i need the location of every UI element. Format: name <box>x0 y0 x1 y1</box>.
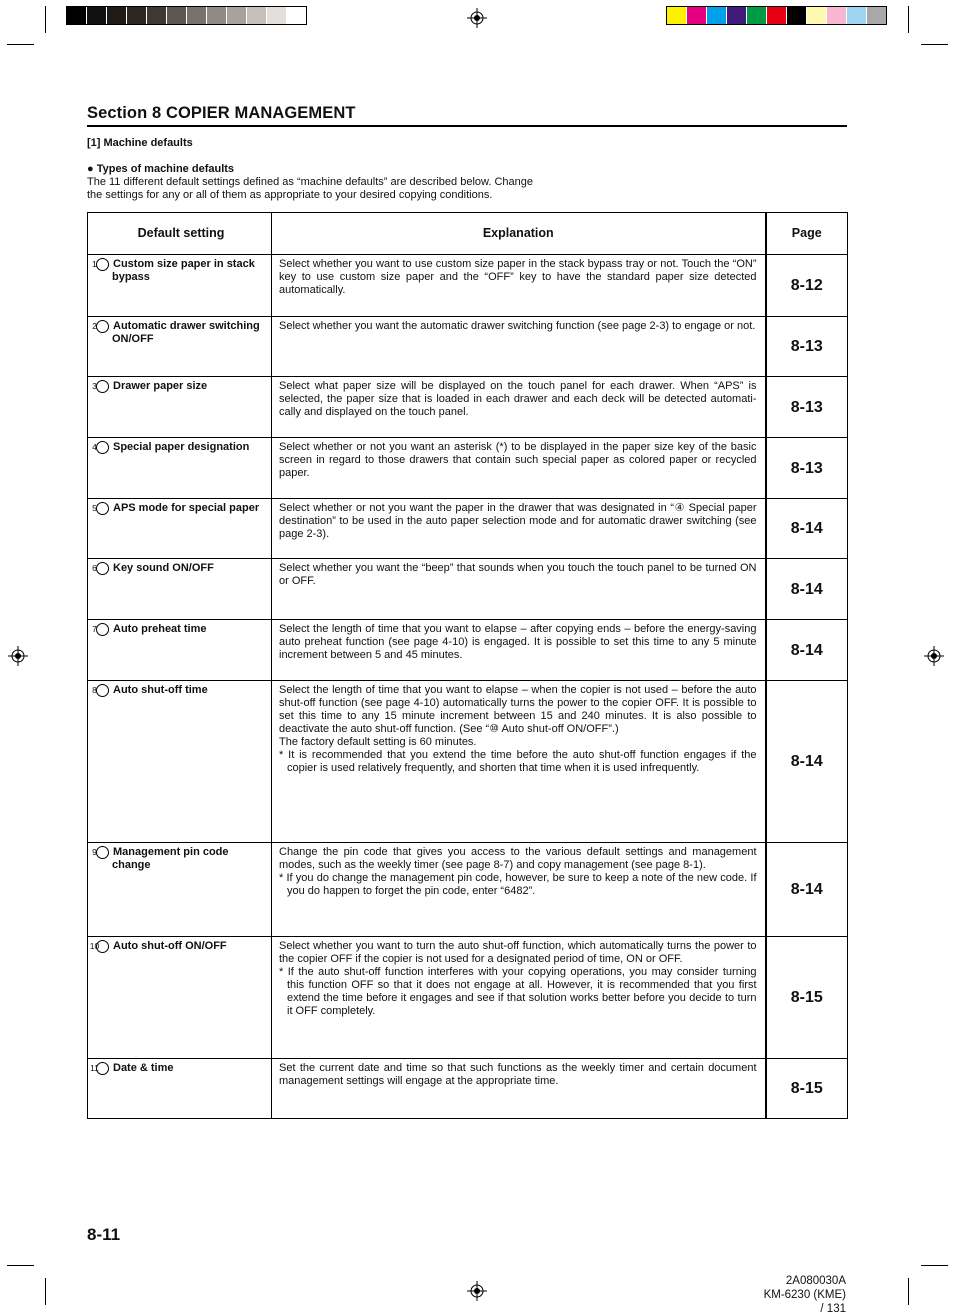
table-row <box>88 499 848 559</box>
table-row <box>88 681 848 843</box>
default-setting-cell <box>88 499 272 559</box>
circled-number: 6 <box>96 562 109 575</box>
gray-swatch <box>207 7 227 24</box>
color-swatch <box>867 7 886 24</box>
gray-swatch <box>287 7 306 24</box>
gray-swatch <box>267 7 287 24</box>
table-row <box>88 317 848 377</box>
crop-mark <box>908 6 909 33</box>
setting-label: Special paper designation <box>113 441 250 453</box>
gray-swatch <box>127 7 147 24</box>
page-reference-cell: 8-14 <box>766 681 848 843</box>
explanation-text: Select whether you want to use custom size paper in the stack bypass tray or not. Touch the “ON” key to use custom size paper and the “OFF” key to have the standard paper size detected automatically. <box>279 258 757 296</box>
table-row <box>88 620 848 681</box>
explanation-cell <box>272 438 766 499</box>
code-line: 2A080030A <box>785 1275 846 1287</box>
color-swatch <box>767 7 787 24</box>
crop-mark <box>921 1265 948 1266</box>
setting-label: APS mode for special paper <box>113 502 260 514</box>
explanation-text: Select whether you want to turn the auto shut-off function, which automatically turns the power to the copier OFF if the copier is not used for a designated period of time, ON or OFF. <box>279 940 757 965</box>
explanation-text: Select the length of time that you want to elapse – when the copier is not used – before the auto shut-off function (see page 4-10) automatically turns the power to the copier OFF. It is possible to set this time to any 15 minute increment between 15 and 240 minutes. It is also possible to deactivate the auto shut-off function. (See “⑩ Auto shut-off ON/OFF”.) <box>279 684 757 735</box>
color-swatch-strip <box>666 6 887 25</box>
page-reference-cell: 8-14 <box>766 843 848 937</box>
page-reference-cell: 8-14 <box>766 620 848 681</box>
crop-mark <box>45 6 46 33</box>
color-swatch <box>807 7 827 24</box>
table-row <box>88 559 848 620</box>
registration-mark-icon <box>8 646 28 666</box>
default-setting-cell <box>88 1059 272 1119</box>
color-swatch <box>827 7 847 24</box>
crop-mark <box>908 1278 909 1305</box>
page-reference-cell: 8-14 <box>766 559 848 620</box>
explanation-text: Select whether or not you want an asterisk (*) to be displayed in the paper size key of the basic screen in regard to those drawers that contain such special paper as colored paper or recycled paper. <box>279 441 757 479</box>
explanation-note: * If you do change the management pin code, however, be sure to keep a note of the new code. If you do happen to forget the pin code, enter “6482”. <box>279 872 757 897</box>
section-title: Section 8 COPIER MANAGEMENT <box>87 104 356 122</box>
gray-swatch <box>247 7 267 24</box>
page-reference-cell: 8-13 <box>766 377 848 438</box>
page-reference-cell: 8-12 <box>766 255 848 317</box>
default-setting-cell <box>88 377 272 438</box>
page-reference-cell: 8-13 <box>766 317 848 377</box>
registration-mark-icon <box>467 8 487 28</box>
circled-number: 9 <box>96 846 109 859</box>
gray-swatch <box>227 7 247 24</box>
color-swatch <box>707 7 727 24</box>
table-row <box>88 1059 848 1119</box>
default-setting-cell <box>88 317 272 377</box>
crop-mark <box>7 44 34 45</box>
circled-number: 11 <box>96 1062 109 1075</box>
circled-number: 4 <box>96 441 109 454</box>
page-reference-cell: 8-15 <box>766 1059 848 1119</box>
default-setting-cell <box>88 620 272 681</box>
table-row <box>88 937 848 1059</box>
column-header-page: Page <box>766 213 848 255</box>
explanation-text: Select the length of time that you want to elapse – after copying ends – before the energy-saving auto preheat function (see page 4-10) is engaged. It is possible to set this time to any 5 minute increment between 5 and 45 minutes. <box>279 623 757 661</box>
table-row <box>88 255 848 317</box>
setting-label: Auto shut-off time <box>113 684 208 696</box>
color-swatch <box>687 7 707 24</box>
circled-number: 8 <box>96 684 109 697</box>
grayscale-swatch-strip <box>66 6 307 25</box>
section-rule <box>87 125 847 127</box>
code-line: / 131 <box>820 1303 846 1315</box>
setting-label: Auto preheat time <box>113 623 207 635</box>
table-row <box>88 377 848 438</box>
explanation-text: Select whether you want the “beep” that sounds when you touch the touch panel to be turned ON or OFF. <box>279 562 757 587</box>
column-header-setting: Default setting <box>88 213 272 255</box>
explanation-text: Select whether or not you want the paper in the drawer that was designated in “④ Special paper destination” to be used in the auto paper selection mode and for automatic drawer switching (see page 2-3). <box>279 502 757 540</box>
circled-number: 10 <box>96 940 109 953</box>
circled-number: 5 <box>96 502 109 515</box>
setting-label: Custom size paper in stack bypass <box>112 258 255 283</box>
explanation-note: * It is recommended that you extend the time before the auto shut-off function engages if the copier is used relatively frequently, and shorten that time when it is used infrequently. <box>279 749 757 774</box>
color-swatch <box>727 7 747 24</box>
explanation-text: The factory default setting is 60 minutes. <box>279 736 477 748</box>
registration-mark-icon <box>924 646 944 666</box>
table-row <box>88 438 848 499</box>
default-setting-cell <box>88 255 272 317</box>
circled-number: 3 <box>96 380 109 393</box>
explanation-text: Set the current date and time so that such functions as the weekly timer and certain document management settings will engage at the appropriate time. <box>279 1062 757 1087</box>
page-number: 8-11 <box>87 1225 121 1244</box>
default-setting-cell <box>88 937 272 1059</box>
default-setting-cell <box>88 843 272 937</box>
explanation-cell <box>272 377 766 438</box>
crop-mark <box>921 44 948 45</box>
setting-label: Management pin code change <box>112 846 229 871</box>
gray-swatch <box>167 7 187 24</box>
table-row <box>88 843 848 937</box>
crop-mark <box>45 1278 46 1305</box>
circled-number: 7 <box>96 623 109 636</box>
crop-mark <box>7 1265 34 1266</box>
color-swatch <box>847 7 867 24</box>
default-setting-cell <box>88 681 272 843</box>
setting-label: Auto shut-off ON/OFF <box>113 940 227 952</box>
color-swatch <box>747 7 767 24</box>
registration-mark-icon <box>467 1281 487 1301</box>
machine-defaults-table <box>87 212 848 1119</box>
page-reference-cell: 8-15 <box>766 937 848 1059</box>
color-swatch <box>667 7 687 24</box>
default-setting-cell <box>88 438 272 499</box>
setting-label: Drawer paper size <box>113 380 208 392</box>
gray-swatch <box>107 7 127 24</box>
circled-number: 2 <box>96 320 109 333</box>
setting-label: Date & time <box>113 1062 174 1074</box>
explanation-cell <box>272 1059 766 1119</box>
setting-label: Automatic drawer switching ON/OFF <box>112 320 260 345</box>
explanation-cell <box>272 937 766 1059</box>
explanation-cell <box>272 620 766 681</box>
bullet-heading: ● Types of machine defaults <box>87 163 235 175</box>
circled-number: 1 <box>96 258 109 271</box>
column-header-explanation: Explanation <box>272 213 766 255</box>
explanation-cell <box>272 317 766 377</box>
page-reference-cell: 8-14 <box>766 499 848 559</box>
explanation-cell <box>272 843 766 937</box>
explanation-text: Select whether you want the automatic drawer switching function (see page 2-3) to engage or not. <box>279 320 756 332</box>
document-code <box>764 1274 846 1316</box>
intro-line: the settings for any or all of them as appropriate to your desired copying conditions. <box>87 189 493 201</box>
intro-line: The 11 different default settings defined as “machine defaults” are described below. Change <box>87 176 533 188</box>
explanation-cell <box>272 559 766 620</box>
page-reference-cell: 8-13 <box>766 438 848 499</box>
gray-swatch <box>67 7 87 24</box>
explanation-note: * If the auto shut-off function interferes with your copying operations, you may consider turning this function OFF so that it does not engage at all. However, it is recommended that you first extend the time before it engages and see if that solution works better before you decide to turn it OFF completely. <box>279 966 757 1017</box>
explanation-cell <box>272 499 766 559</box>
explanation-text: Change the pin code that gives you access to the various default settings and management modes, such as the weekly timer (see page 8-7) and copy management (see page 8-1). <box>279 846 757 871</box>
intro-paragraph <box>87 176 567 202</box>
explanation-cell <box>272 255 766 317</box>
table-header-row <box>88 213 848 255</box>
explanation-cell <box>272 681 766 843</box>
color-swatch <box>787 7 807 24</box>
setting-label: Key sound ON/OFF <box>113 562 214 574</box>
gray-swatch <box>87 7 107 24</box>
default-setting-cell <box>88 559 272 620</box>
subsection-heading: [1] Machine defaults <box>87 137 193 149</box>
gray-swatch <box>187 7 207 24</box>
code-line: KM-6230 (KME) <box>763 1289 846 1301</box>
explanation-text: Select what paper size will be displayed on the touch panel for each drawer. When “APS” is selected, the paper size that is loaded in each drawer and each deck will be detected automati-cally and displayed on the touch panel. <box>279 380 757 418</box>
gray-swatch <box>147 7 167 24</box>
